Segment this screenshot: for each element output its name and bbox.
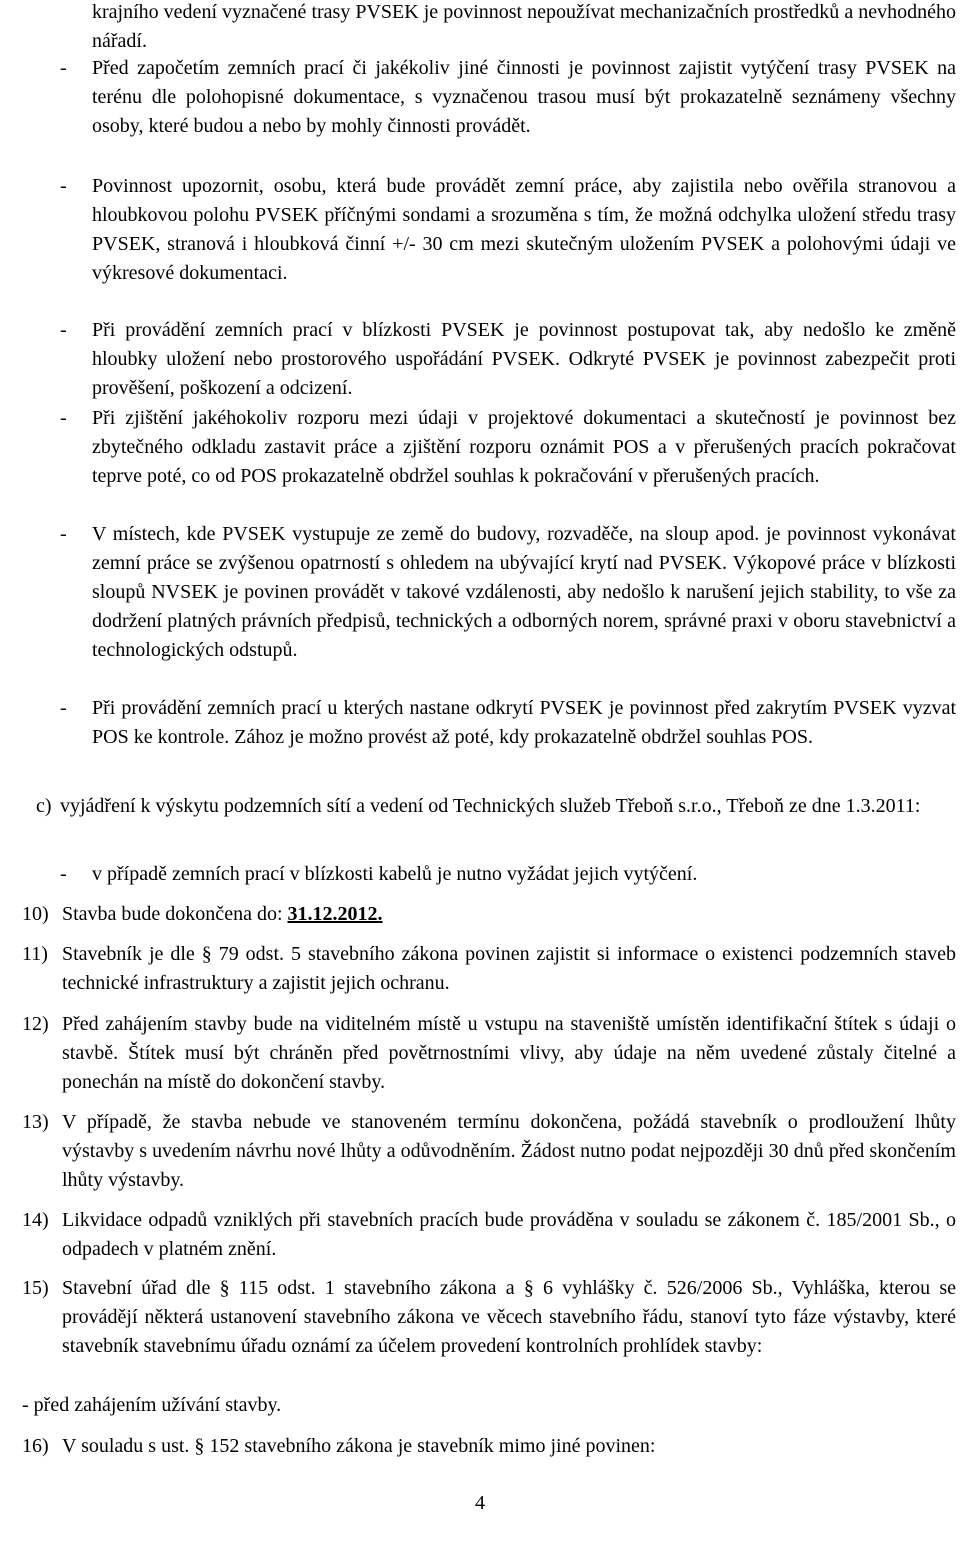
bullet-dash: - xyxy=(60,175,67,197)
page-number: 4 xyxy=(475,1492,485,1514)
bullet-text: Při provádění zemních prací u kterých nastane odkrytí PVSEK je povinnost před zakrytím PVSEK vyzvat POS ke kontrole. Zához je možno provést až poté, kdy prokazatelně obdržel souhlas POS. xyxy=(92,697,956,748)
item-12-number: 12) xyxy=(22,1013,49,1035)
item-16-body: V souladu s ust. § 152 stavebního zákona je stavebník mimo jiné povinen: xyxy=(62,1435,656,1457)
item-c-text: vyjádření k výskytu podzemních sítí a vedení od Technických služeb Třeboň s.r.o., Třeboň ze dne 1.3.2011: xyxy=(60,795,921,817)
item-11-body: Stavebník je dle § 79 odst. 5 stavebního zákona povinen zajistit si informace o existenci podzemních staveb technické infrastruktury a zajistit jejich ochranu. xyxy=(62,943,956,994)
item-12-body: Před zahájením stavby bude na viditelném místě u vstupu na staveniště umístěn identifikační štítek s údaji o stavbě. Štítek musí být chráněn před povětrnostními vlivy, aby údaje na něm uvedené zůstaly čitelné a ponechán na místě do dokončení stavby. xyxy=(62,1013,956,1093)
bullet-dash: - xyxy=(60,863,67,885)
item-c-bullet: v případě zemních prací v blízkosti kabelů je nutno vyžádat jejich vytýčení. xyxy=(92,863,698,885)
bullet-dash: - xyxy=(60,523,67,545)
item-16-number: 16) xyxy=(22,1435,49,1457)
bullet-text: Povinnost upozornit, osobu, která bude provádět zemní práce, aby zajistila nebo ověřila stranovou a hloubkovou polohu PVSEK příčnými sondami a srozuměna s tím, že možná odchylka uložení středu trasy PVSEK, stranová i hloubková činní +/- 30 cm mezi skutečným uložením PVSEK a polohovými údaji ve výkresové dokumentaci. xyxy=(92,175,956,284)
item-11-number: 11) xyxy=(22,943,48,965)
item-15-number: 15) xyxy=(22,1277,49,1299)
item-13-body: V případě, že stavba nebude ve stanoveném termínu dokončena, požádá stavebník o prodloužení lhůty výstavby s uvedením návrhu nové lhůty a odůvodněním. Žádost nutno podat nejpozději 30 dnů před skončením lhůty výstavby. xyxy=(62,1111,956,1191)
bullet-text: Při zjištění jakéhokoliv rozporu mezi údaji v projektové dokumentaci a skutečností je povinnost bez zbytečného odkladu zastavit práce a zjištění rozporu oznámit POS a v přerušených pracích pokračovat teprve poté, co od POS prokazatelně obdržel souhlas k pokračování v přerušených pracích. xyxy=(92,407,956,487)
item-14-body: Likvidace odpadů vzniklých při stavebních pracích bude prováděna v souladu se zákonem č. 185/2001 Sb., o odpadech v platném znění. xyxy=(62,1209,956,1260)
item-c-label: c) xyxy=(36,795,52,817)
bullet-dash: - xyxy=(60,319,67,341)
item-10-number: 10) xyxy=(22,903,49,925)
item-14-number: 14) xyxy=(22,1209,49,1231)
completion-date: 31.12.2012. xyxy=(287,903,383,925)
item-15-body: Stavební úřad dle § 115 odst. 1 stavebního zákona a § 6 vyhlášky č. 526/2006 Sb., Vyhláška, kterou se provádějí některá ustanovení stavebního zákona ve věcech stavebního řádu, stanoví tyto fáze výstavby, které stavebník stavebnímu úřadu oznámí za účelem provedení kontrolních prohlídek stavby: xyxy=(62,1277,956,1357)
bullet-text: Při provádění zemních prací v blízkosti PVSEK je povinnost postupovat tak, aby nedošlo ke změně hloubky uložení nebo prostorového uspořádání PVSEK. Odkryté PVSEK je povinnost zabezpečit proti prověšení, poškození a odcizení. xyxy=(92,319,956,399)
bullet-text: Před započetím zemních prací či jakékoliv jiné činnosti je povinnost zajistit vytýčení trasy PVSEK na terénu dle polohopisné dokumentace, s vyznačenou trasou musí být prokazatelně seznámeny všechny osoby, které budou a nebo by mohly činnosti provádět. xyxy=(92,57,956,137)
item-13-number: 13) xyxy=(22,1111,49,1133)
bullet-dash: - xyxy=(60,697,67,719)
item-10-text: Stavba bude dokončena do: 31.12.2012. xyxy=(62,903,383,925)
bullet-dash: - xyxy=(60,57,67,79)
bullet-dash: - xyxy=(60,407,67,429)
item-15-subitem: - před zahájením užívání stavby. xyxy=(22,1394,282,1416)
paragraph-continuation: krajního vedení vyznačené trasy PVSEK je povinnost nepoužívat mechanizačních prostředků a nevhodného nářadí. xyxy=(92,1,956,52)
bullet-text: V místech, kde PVSEK vystupuje ze země do budovy, rozvaděče, na sloup apod. je povinnost vykonávat zemní práce se zvýšenou opatrností s ohledem na ubývající krytí nad PVSEK. Výkopové práce v blízkosti sloupů NVSEK je povinen provádět v takové vzdálenosti, aby nedošlo k narušení jejich stability, to vše za dodržení platných právních předpisů, technických a odborných norem, správné praxi v oboru stavebnictví a technologických odstupů. xyxy=(92,523,956,661)
